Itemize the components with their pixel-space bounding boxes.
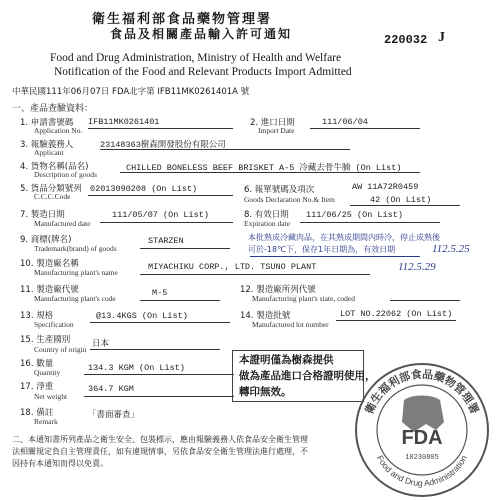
remark-label: 18. 備註 xyxy=(20,408,54,418)
exp-date-label: 8. 有效日期 xyxy=(244,210,289,220)
quantity-value: 134.3 KGM (On List) xyxy=(88,363,185,373)
handwritten-date-b: 112.5.29 xyxy=(398,261,436,273)
remark-value: 「書面審查」 xyxy=(88,410,140,420)
storage-note-line-2: 可於-18℃下，保存1年日期為，有效日期 xyxy=(248,245,396,254)
lot-value: LOT NO.22062 (On List) xyxy=(340,309,453,319)
import-date-label-en: Import Date xyxy=(258,126,295,135)
applicant-label: 3. 報驗義務人 xyxy=(20,140,74,150)
plant-code-label-en: Manufacturing plant's code xyxy=(34,294,116,303)
seal-arc-bottom: Food and Drug Administration xyxy=(374,453,470,489)
ccc-label: 5. 貨品分類號列 xyxy=(20,184,82,194)
storage-note-line-1: 本批熟成冷藏肉品，在其熟成期間內時冷，停止成熟後 xyxy=(248,233,440,242)
goods-label: 4. 貨物名稱(品名) xyxy=(20,162,89,172)
notice-title-en: Notification of the Food and Relevant Products Import Admitted xyxy=(54,66,352,78)
goods-value: CHILLED BONELESS BEEF BRISKET A-5 冷藏去骨牛腩 (On List) xyxy=(126,163,402,173)
handwritten-date-a: 112.5.25 xyxy=(432,243,470,255)
fda-seal xyxy=(352,360,492,500)
seal-fda-text: FDA xyxy=(401,427,443,449)
exp-date-value: 111/06/25 (On List) xyxy=(306,210,403,220)
trademark-label: 9. 商標(牌名) xyxy=(20,235,72,245)
issue-date-line: 中華民國111年06月07日 FDA北字第 IFB11MK0261401A 號 xyxy=(12,87,250,97)
spec-value: @13.4KGS (On List) xyxy=(96,311,188,321)
import-date-value: 111/06/04 xyxy=(322,117,368,127)
seal-serial: 10230805 xyxy=(405,454,439,462)
net-weight-label: 17. 淨重 xyxy=(20,382,54,392)
country-label-en: Country of origin xyxy=(34,345,87,354)
plant-name-label: 10. 製造廠名稱 xyxy=(20,259,79,269)
spec-label-en: Specification xyxy=(34,320,74,329)
section-product-info: 一、產品查驗資料： xyxy=(12,104,94,114)
app-no-label: 1. 申請書號碼 xyxy=(20,118,74,128)
exp-date-label-en: Expiration date xyxy=(244,219,291,228)
mfg-date-label: 7. 製造日期 xyxy=(20,210,65,220)
plant-state-label-en: Manufacturing plant's state, coded xyxy=(252,294,355,303)
goods-label-en: Description of goods xyxy=(34,170,97,179)
quantity-label: 16. 數量 xyxy=(20,359,54,369)
country-value: 日本 xyxy=(92,339,110,349)
ccc-label-en: C.C.C.Code xyxy=(34,192,71,201)
certificate-usage-stamp xyxy=(232,350,376,402)
net-weight-label-en: Net weight xyxy=(34,392,68,401)
certificate-stamp-line-1: 本證明僅為樹森提供 xyxy=(239,354,334,366)
agency-title-en: Food and Drug Administration, Ministry of Health and Welfare xyxy=(50,52,342,64)
plant-state-label: 12. 製造廠所列代號 xyxy=(240,285,316,295)
plant-code-value: M-5 xyxy=(152,288,168,298)
lot-label: 14. 製造批號 xyxy=(240,311,291,321)
footer-line-2: 法相關規定負自主管理責任，如有違規情事，另依食品安全衛生管理法進行處理，不 xyxy=(12,447,308,456)
app-no-value: IFB11MK0261401 xyxy=(88,117,160,127)
plant-name-value: MIYACHIKU CORP., LTD. TSUNO PLANT xyxy=(148,262,317,272)
trademark-label-en: Trademark(brand) of goods xyxy=(34,244,117,253)
certificate-stamp-line-2: 做為產品進口合格證明使用， xyxy=(239,370,376,382)
footer-line-3: 因持有本通知而得以免責。 xyxy=(12,459,108,468)
remark-label-en: Remark xyxy=(34,417,58,426)
seal-arc-top: 衛生福利部食品藥物管理署 xyxy=(362,367,482,416)
certificate-stamp-line-3: 轉印無效。 xyxy=(239,386,292,398)
agency-title-zh: 衛生福利部食品藥物管理署 xyxy=(92,12,273,27)
applicant-label-en: Applicant xyxy=(34,148,64,157)
quantity-label-en: Quantity xyxy=(34,368,61,377)
trademark-value: STARZEN xyxy=(148,236,184,246)
declaration-label: 6. 報單號碼及項次 xyxy=(244,185,315,195)
declaration-label-en: Goods Declaration No.& Item xyxy=(244,195,335,204)
declaration-item-value: 42 (On List) xyxy=(370,195,432,205)
lot-label-en: Manufactured lot number xyxy=(252,320,329,329)
footer-line-1: 二、本通知書所列產品之衛生安全、包裝標示，應由報驗義務人依食品安全衛生管理 xyxy=(12,435,308,444)
plant-name-label-en: Manufacturing plant's name xyxy=(34,268,118,277)
mfg-date-label-en: Manufactured date xyxy=(34,219,91,228)
mfg-date-value: 111/05/07 (On List) xyxy=(112,210,209,220)
app-no-label-en: Application No. xyxy=(34,126,83,135)
plant-code-label: 11. 製造廠代號 xyxy=(20,285,79,295)
notice-title-zh: 食品及相關產品輸入許可通知 xyxy=(110,27,293,41)
declaration-value: AW 11A72R0459 xyxy=(352,182,419,192)
document-number: 220032 xyxy=(384,33,428,47)
document-suffix: J xyxy=(438,30,445,45)
net-weight-value: 364.7 KGM xyxy=(88,384,134,394)
applicant-value: 23148363樹森開發股份有限公司 xyxy=(100,140,226,150)
import-date-label: 2. 進口日期 xyxy=(250,118,295,128)
spec-label: 13. 規格 xyxy=(20,311,54,321)
ccc-value: 02013090208 (On List) xyxy=(90,184,198,194)
country-label: 15. 生產國別 xyxy=(20,335,71,345)
